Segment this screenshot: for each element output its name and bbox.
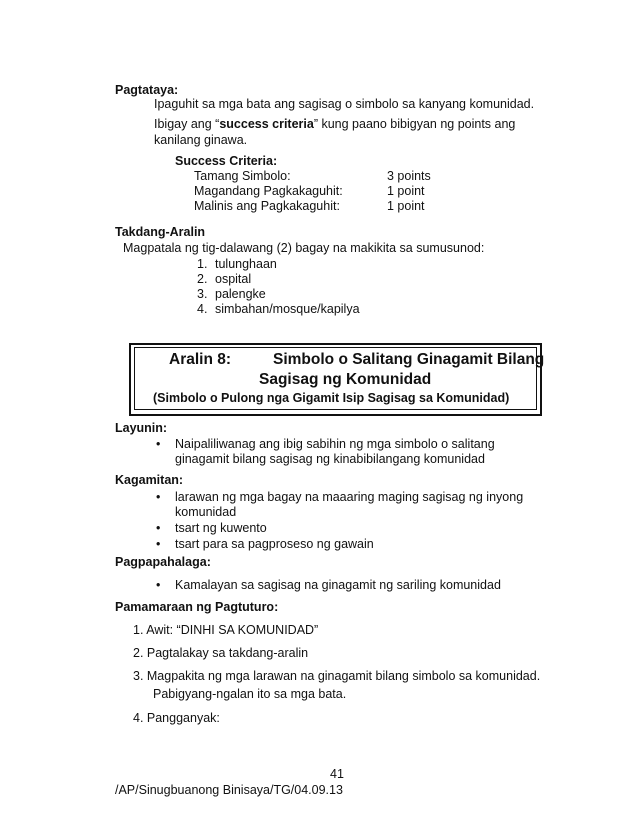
pamamaraan-step: 4. Pangganyak: [133,711,220,725]
kagamitan-heading: Kagamitan: [115,473,184,487]
pagpapahalaga-heading: Pagpapahalaga: [115,555,211,569]
kagamitan-item-line1: larawan ng mga bagay na maaaring maging sagisag ng inyong [175,490,524,504]
bullet-icon: • [156,521,161,535]
bullet-icon: • [156,490,161,504]
lesson-title-line1: Simbolo o Salitang Ginagamit Bilang [273,351,545,368]
pagtataya-heading: Pagtataya: [115,83,179,97]
document-code: /AP/Sinugbuanong Binisaya/TG/04.09.13 [115,783,343,797]
pamamaraan-step: 1. Awit: “DINHI SA KOMUNIDAD” [133,623,319,637]
takdang-aralin-heading: Takdang-Aralin [115,225,206,239]
item-text: ospital [215,272,252,286]
kagamitan-item-line2: komunidad [175,505,237,519]
pagtataya-line3: kanilang ginawa. [154,133,248,147]
item-number: 2. [197,272,208,286]
item-number: 1. [197,257,208,271]
criteria-label: Tamang Simbolo: [194,169,291,183]
pamamaraan-step-continued: Pabigyang-ngalan ito sa mga bata. [153,687,347,701]
takdang-aralin-instruction: Magpatala ng tig-dalawang (2) bagay na makikita sa sumusunod: [123,241,485,255]
layunin-heading: Layunin: [115,421,168,435]
criteria-label: Magandang Pagkakaguhit: [194,184,343,198]
kagamitan-item-line1: tsart ng kuwento [175,521,267,535]
lesson-title-line2: Sagisag ng Komunidad [259,371,432,388]
criteria-label: Malinis ang Pagkakaguhit: [194,199,340,213]
pamamaraan-step: 2. Pagtalakay sa takdang-aralin [133,646,309,660]
item-number: 3. [197,287,208,301]
item-text: palengke [215,287,266,301]
criteria-points: 3 points [387,169,431,183]
lesson-label: Aralin 8: [169,351,232,368]
pagtataya-line2-pre: Ibigay ang “ [154,117,220,131]
criteria-points: 1 point [387,199,425,213]
pagpapahalaga-item: Kamalayan sa sagisag na ginagamit ng sariling komunidad [175,578,501,592]
bullet-icon: • [156,537,161,551]
pagtataya-line2-bold: success criteria [219,117,314,131]
pamamaraan-heading: Pamamaraan ng Pagtuturo: [115,600,279,614]
pagtataya-line2-post: ” kung paano bibigyan ng points ang [313,117,516,131]
item-number: 4. [197,302,208,316]
kagamitan-item-line1: tsart para sa pagproseso ng gawain [175,537,374,551]
layunin-item-line2: ginagamit bilang sagisag ng kinabibilangang komunidad [175,452,485,466]
bullet-icon: • [156,437,161,451]
criteria-heading: Success Criteria: [175,154,278,168]
item-text: tulunghaan [215,257,277,271]
pagtataya-line2 [154,116,515,132]
bullet-icon: • [156,578,161,592]
item-text: simbahan/mosque/kapilya [215,302,360,316]
criteria-points: 1 point [387,184,425,198]
lesson-subtitle: (Simbolo o Pulong nga Gigamit Isip Sagisag sa Komunidad) [153,391,510,405]
pagtataya-line1: Ipaguhit sa mga bata ang sagisag o simbolo sa kanyang komunidad. [154,97,535,111]
list-item [197,271,251,287]
list-item [197,286,266,302]
page-number: 41 [330,767,344,781]
layunin-item-line1: Naipaliliwanag ang ibig sabihin ng mga simbolo o salitang [175,437,495,451]
list-item [197,301,360,317]
pamamaraan-step: 3. Magpakita ng mga larawan na ginagamit bilang simbolo sa komunidad. [133,669,541,683]
list-item [197,256,277,272]
